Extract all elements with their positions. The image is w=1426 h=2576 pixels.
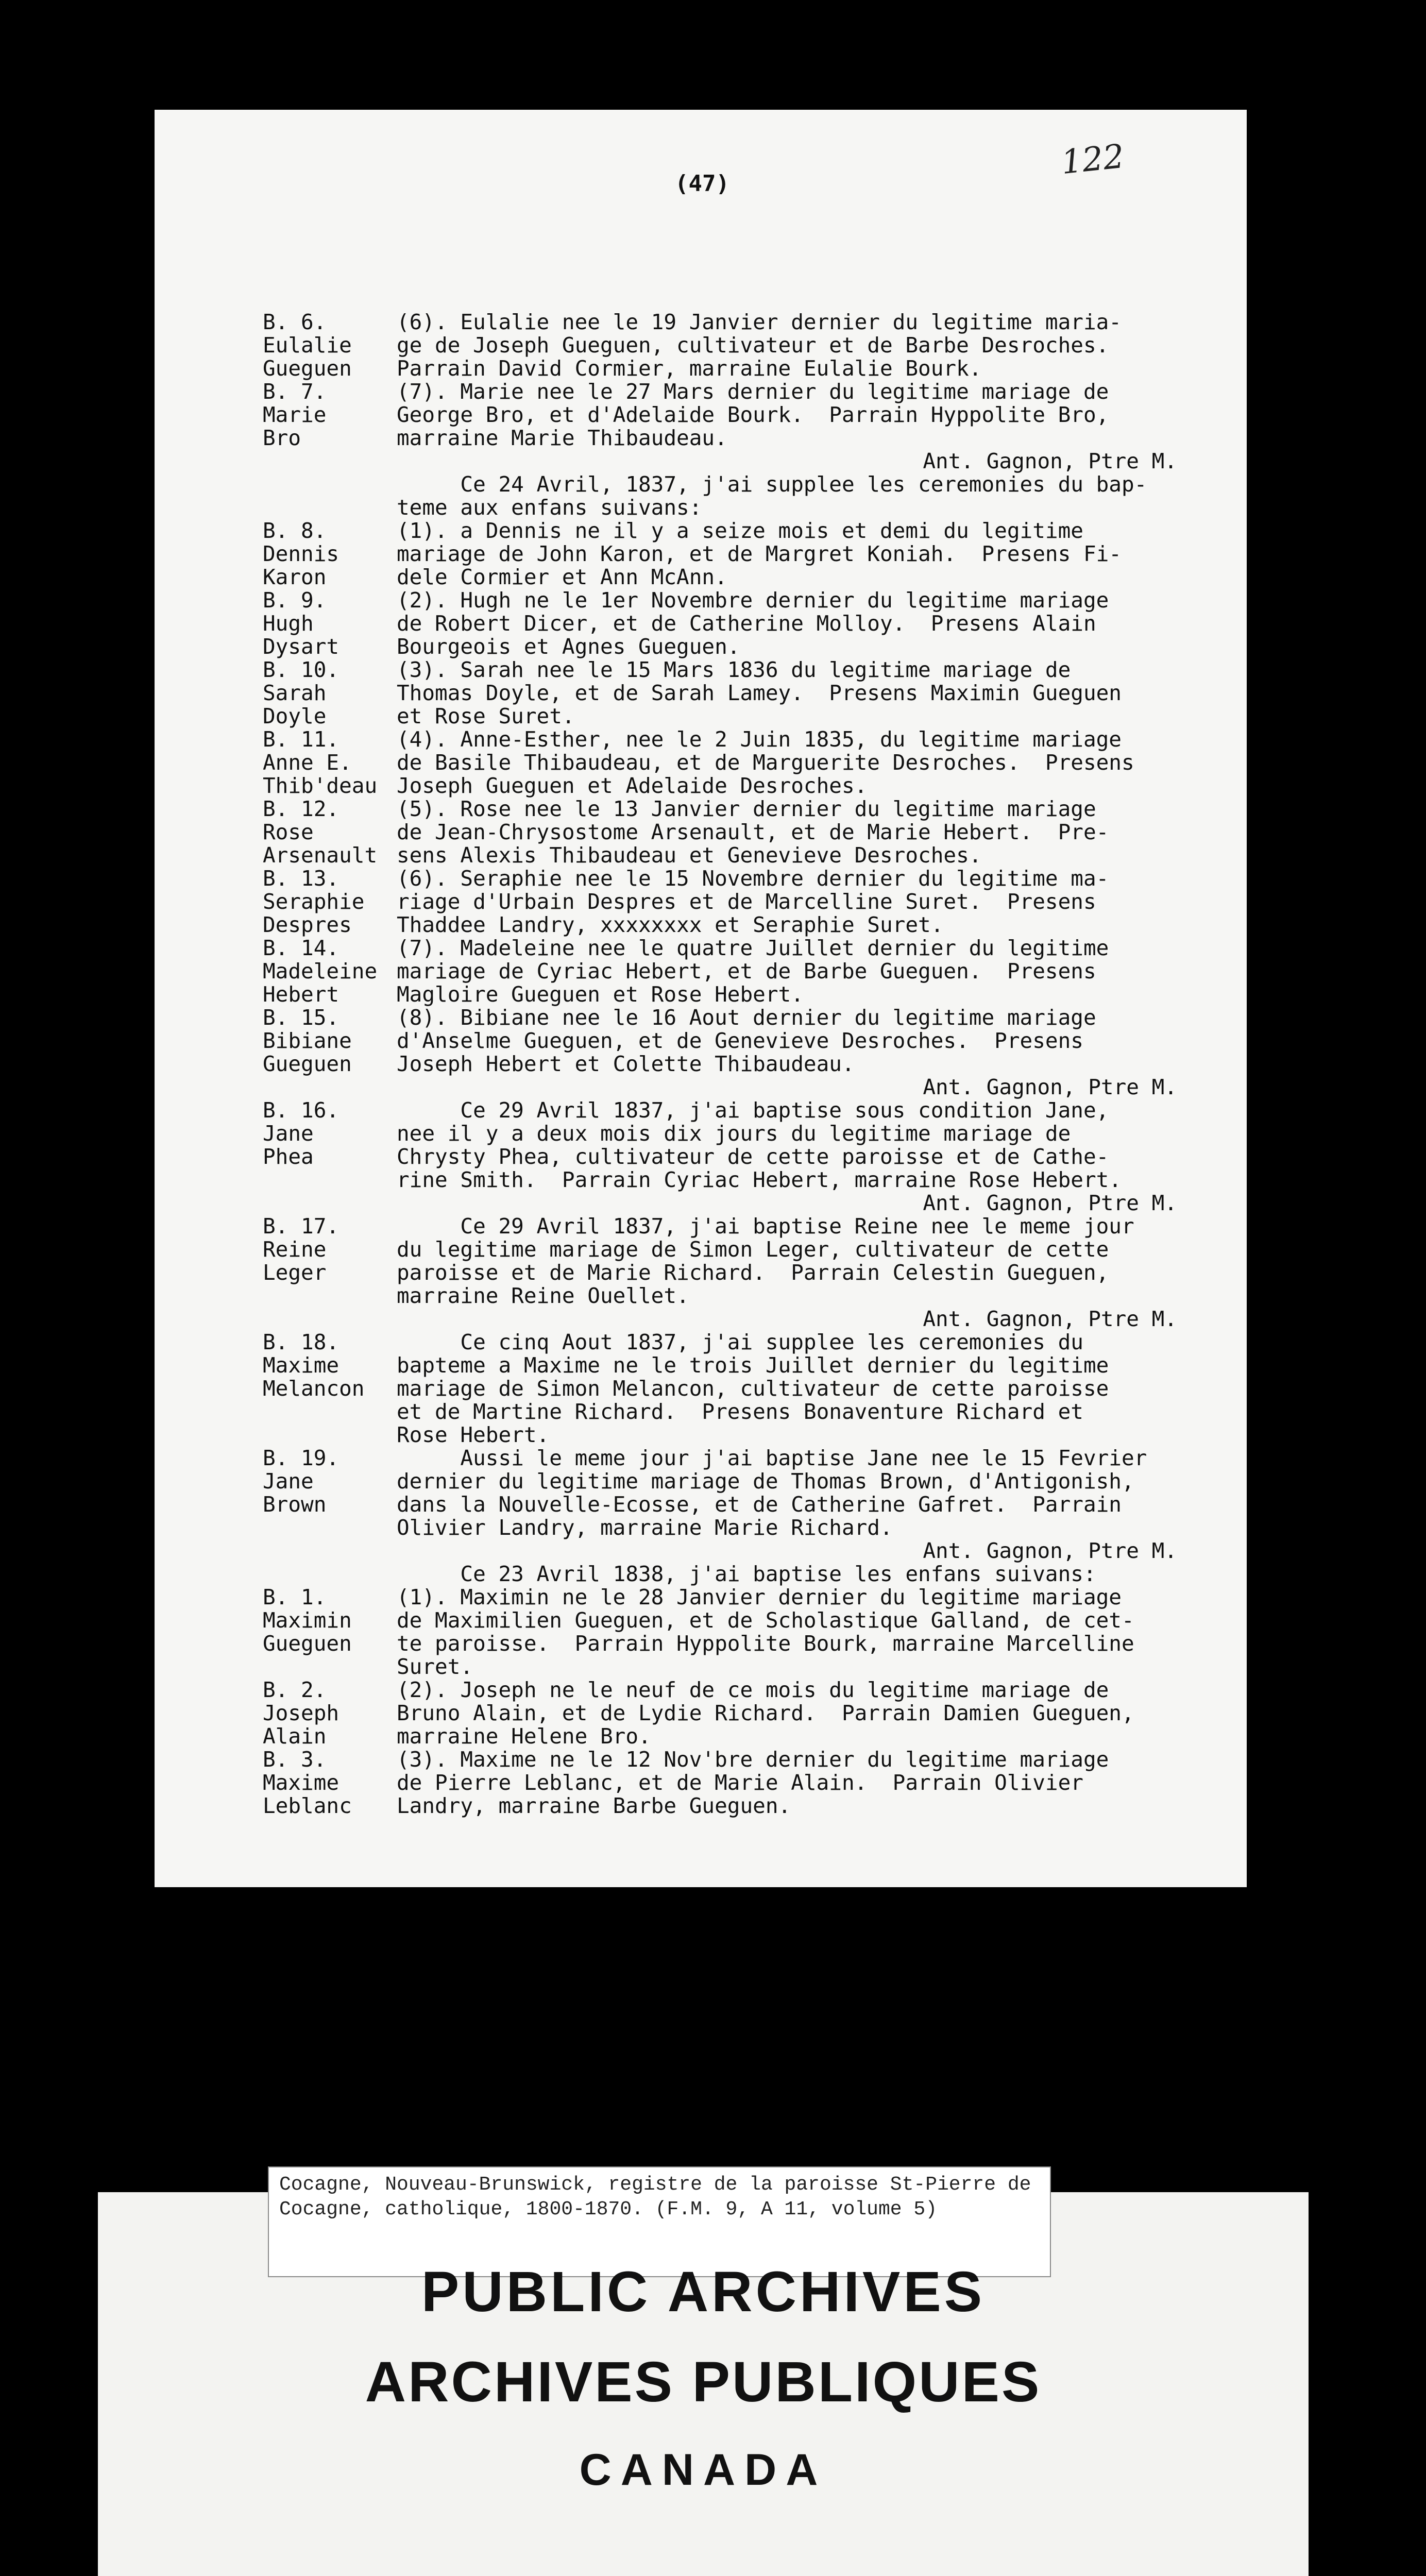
entry-text (397, 658, 1231, 728)
entry-text (397, 1331, 1231, 1447)
entry-text (397, 1447, 1231, 1539)
entry-line: Joseph Gueguen et Adelaide Desroches. (397, 773, 868, 798)
entry-line: de Robert Dicer, et de Catherine Molloy. Presens Alain (397, 611, 1096, 636)
entry-text (397, 380, 1231, 450)
entry-line: Thaddee Landry, xxxxxxxx et Seraphie Suret. (397, 912, 944, 937)
entry-line: Suret. (397, 1654, 473, 1679)
baptism-entry (263, 1447, 1231, 1539)
handwritten-folio-number: 122 (1059, 137, 1126, 182)
entry-line: Bruno Alain, et de Lydie Richard. Parrain Damien Gueguen, (397, 1701, 1134, 1725)
archives-country: CANADA (579, 2445, 827, 2495)
entry-margin-label: B. 18. Maxime Melancon (263, 1330, 365, 1401)
baptism-entry (263, 867, 1231, 937)
entry-line: Ce 24 Avril, 1837, j'ai supplee les ceremonies du bap- (397, 472, 1147, 497)
baptism-entry (263, 1586, 1231, 1679)
entry-line: Chrysty Phea, cultivateur de cette paroisse et de Cathe- (397, 1144, 1109, 1169)
entry-line: Ce 29 Avril 1837, j'ai baptise Reine nee le meme jour (397, 1214, 1134, 1239)
entry-text (397, 937, 1231, 1006)
entry-line: nee il y a deux mois dix jours du legitime mariage de (397, 1121, 1071, 1146)
entry-line: mariage de Cyriac Hebert, et de Barbe Gueguen. Presens (397, 959, 1096, 984)
entry-line: riage d'Urbain Despres et de Marcelline Suret. Presens (397, 889, 1096, 914)
entry-line: Thomas Doyle, et de Sarah Lamey. Presens Maximin Gueguen (397, 681, 1122, 705)
entry-line: Olivier Landry, marraine Marie Richard. (397, 1515, 893, 1540)
entry-line: et de Martine Richard. Presens Bonaventure Richard et (397, 1399, 1083, 1424)
entry-line: (3). Maxime ne le 12 Nov'bre dernier du legitime mariage (397, 1747, 1109, 1772)
entry-line: de Basile Thibaudeau, et de Marguerite Desroches. Presens (397, 750, 1134, 775)
entry-text (397, 311, 1231, 380)
entry-line: (3). Sarah nee le 15 Mars 1836 du legitime mariage de (397, 657, 1071, 682)
entry-line: sens Alexis Thibaudeau et Genevieve Desroches. (397, 843, 982, 868)
archives-title-english: PUBLIC ARCHIVES (421, 2260, 986, 2324)
entry-line: mariage de John Karon, et de Margret Koniah. Presens Fi- (397, 541, 1122, 566)
entry-line: Parrain David Cormier, marraine Eulalie Bourk. (397, 356, 982, 381)
entry-line: Ce 23 Avril 1838, j'ai baptise les enfans suivans: (397, 1562, 1096, 1586)
entry-line: bapteme a Maxime ne le trois Juillet dernier du legitime (397, 1353, 1109, 1378)
entry-line: marraine Helene Bro. (397, 1724, 651, 1749)
entry-text (397, 1586, 1231, 1679)
baptism-entry (263, 473, 1231, 519)
priest-signature: Ant. Gagnon, Ptre M. (923, 1307, 1177, 1331)
baptism-entry (263, 311, 1231, 380)
entry-margin-label (263, 1563, 397, 1586)
baptism-entry (263, 589, 1231, 658)
entry-line: Ce 29 Avril 1837, j'ai baptise sous condition Jane, (397, 1098, 1109, 1123)
baptism-entry (263, 519, 1231, 589)
entry-line: paroisse et de Marie Richard. Parrain Celestin Gueguen, (397, 1260, 1109, 1285)
entry-line: Aussi le meme jour j'ai baptise Jane nee le 15 Fevrier (397, 1446, 1147, 1470)
baptism-entry (263, 1679, 1231, 1748)
entry-text (397, 1215, 1231, 1308)
entry-line: Bourgeois et Agnes Gueguen. (397, 634, 740, 659)
entry-line: Magloire Gueguen et Rose Hebert. (397, 982, 804, 1007)
entry-line: Joseph Hebert et Colette Thibaudeau. (397, 1052, 855, 1076)
entry-line: (2). Hugh ne le 1er Novembre dernier du legitime mariage (397, 588, 1109, 613)
entry-line: (7). Madeleine nee le quatre Juillet dernier du legitime (397, 936, 1109, 960)
entry-margin-label: B. 16. Jane Phea (263, 1098, 339, 1169)
baptism-entry (263, 1748, 1231, 1818)
entry-text (397, 728, 1231, 798)
entry-text (397, 589, 1231, 658)
priest-signature: Ant. Gagnon, Ptre M. (923, 1191, 1177, 1215)
entry-text (397, 519, 1231, 589)
entry-line: George Bro, et d'Adelaide Bourk. Parrain Hyppolite Bro, (397, 402, 1109, 427)
entry-margin-label: B. 15. Bibiane Gueguen (263, 1005, 352, 1076)
entry-line: mariage de Simon Melancon, cultivateur de cette paroisse (397, 1376, 1109, 1401)
page-number: (47) (675, 171, 729, 197)
entry-text (397, 1563, 1231, 1586)
entry-text (397, 1099, 1231, 1192)
entry-line: (1). Maximin ne le 28 Janvier dernier du legitime mariage (397, 1585, 1122, 1609)
entry-line: de Pierre Leblanc, et de Marie Alain. Parrain Olivier (397, 1770, 1083, 1795)
entry-margin-label: B. 2. Joseph Alain (263, 1677, 339, 1749)
entry-line: (5). Rose nee le 13 Janvier dernier du legitime mariage (397, 796, 1096, 821)
baptism-entry (263, 798, 1231, 867)
entry-line: teme aux enfans suivans: (397, 495, 702, 520)
entry-text (397, 798, 1231, 867)
entry-line: (6). Seraphie nee le 15 Novembre dernier du legitime ma- (397, 866, 1109, 891)
baptism-entry (263, 1331, 1231, 1447)
entry-margin-label: B. 9. Hugh Dysart (263, 588, 339, 659)
entry-line: (8). Bibiane nee le 16 Aout dernier du legitime mariage (397, 1005, 1096, 1030)
entry-line: (6). Eulalie nee le 19 Janvier dernier du legitime maria- (397, 310, 1122, 334)
baptism-entry (263, 1099, 1231, 1192)
entry-line: de Jean-Chrysostome Arsenault, et de Marie Hebert. Pre- (397, 820, 1109, 844)
register-page (155, 110, 1247, 1887)
entry-line: (2). Joseph ne le neuf de ce mois du legitime mariage de (397, 1677, 1109, 1702)
baptism-entry (263, 1563, 1231, 1586)
baptism-entry (263, 937, 1231, 1006)
entry-line: Ce cinq Aout 1837, j'ai supplee les ceremonies du (397, 1330, 1083, 1354)
baptism-entry (263, 728, 1231, 798)
entry-margin-label: B. 1. Maximin Gueguen (263, 1585, 352, 1656)
baptism-entry (263, 1006, 1231, 1076)
entry-line: ge de Joseph Gueguen, cultivateur et de Barbe Desroches. (397, 333, 1109, 358)
entry-margin-label: B. 7. Marie Bro (263, 379, 327, 450)
entry-text (397, 867, 1231, 937)
entry-text (397, 1006, 1231, 1076)
priest-signature: Ant. Gagnon, Ptre M. (923, 1075, 1177, 1099)
entry-margin-label: B. 3. Maxime Leblanc (263, 1747, 352, 1818)
entry-line: marraine Reine Ouellet. (397, 1283, 689, 1308)
entry-line: dele Cormier et Ann McAnn. (397, 565, 727, 589)
entry-line: et Rose Suret. (397, 704, 575, 728)
entry-margin-label: B. 8. Dennis Karon (263, 518, 339, 589)
entry-line: de Maximilien Gueguen, et de Scholastique Galland, de cet- (397, 1608, 1134, 1633)
baptism-entry (263, 658, 1231, 728)
baptism-entry (263, 380, 1231, 450)
priest-signature: Ant. Gagnon, Ptre M. (923, 449, 1177, 473)
entry-line: du legitime mariage de Simon Leger, cultivateur de cette (397, 1237, 1109, 1262)
entry-text (397, 1748, 1231, 1818)
source-caption: Cocagne, Nouveau-Brunswick, registre de la paroisse St-Pierre de Cocagne, catholique, 1800-1870. (F.M. 9, A 11, volume 5) (268, 2166, 1051, 2277)
archives-title-french: ARCHIVES PUBLIQUES (365, 2350, 1042, 2414)
entry-text (397, 473, 1231, 519)
entry-line: (4). Anne-Esther, nee le 2 Juin 1835, du legitime mariage (397, 727, 1122, 752)
entry-margin-label: B. 19. Jane Brown (263, 1446, 339, 1517)
entry-line: Landry, marraine Barbe Gueguen. (397, 1793, 791, 1818)
entry-line: (1). a Dennis ne il y a seize mois et demi du legitime (397, 518, 1083, 543)
entry-margin-label: B. 17. Reine Leger (263, 1214, 339, 1285)
entry-margin-label: B. 12. Rose Arsenault (263, 796, 378, 868)
entry-margin-label: B. 13. Seraphie Despres (263, 866, 365, 937)
entry-line: d'Anselme Gueguen, et de Genevieve Desroches. Presens (397, 1028, 1083, 1053)
priest-signature: Ant. Gagnon, Ptre M. (923, 1538, 1177, 1563)
baptism-entry (263, 1215, 1231, 1308)
register-entries (263, 311, 1231, 1818)
entry-margin-label (263, 473, 397, 519)
entry-margin-label: B. 11. Anne E. Thib'deau (263, 727, 378, 798)
entry-line: rine Smith. Parrain Cyriac Hebert, marraine Rose Hebert. (397, 1167, 1122, 1192)
entry-line: te paroisse. Parrain Hyppolite Bourk, marraine Marcelline (397, 1631, 1134, 1656)
entry-line: marraine Marie Thibaudeau. (397, 426, 727, 450)
entry-margin-label: B. 14. Madeleine Hebert (263, 936, 378, 1007)
entry-line: dernier du legitime mariage de Thomas Brown, d'Antigonish, (397, 1469, 1134, 1494)
entry-margin-label: B. 6. Eulalie Gueguen (263, 310, 352, 381)
entry-line: dans la Nouvelle-Ecosse, et de Catherine Gafret. Parrain (397, 1492, 1122, 1517)
entry-margin-label: B. 10. Sarah Doyle (263, 657, 339, 728)
entry-text (397, 1679, 1231, 1748)
entry-line: Rose Hebert. (397, 1422, 550, 1447)
entry-line: (7). Marie nee le 27 Mars dernier du legitime mariage de (397, 379, 1109, 404)
